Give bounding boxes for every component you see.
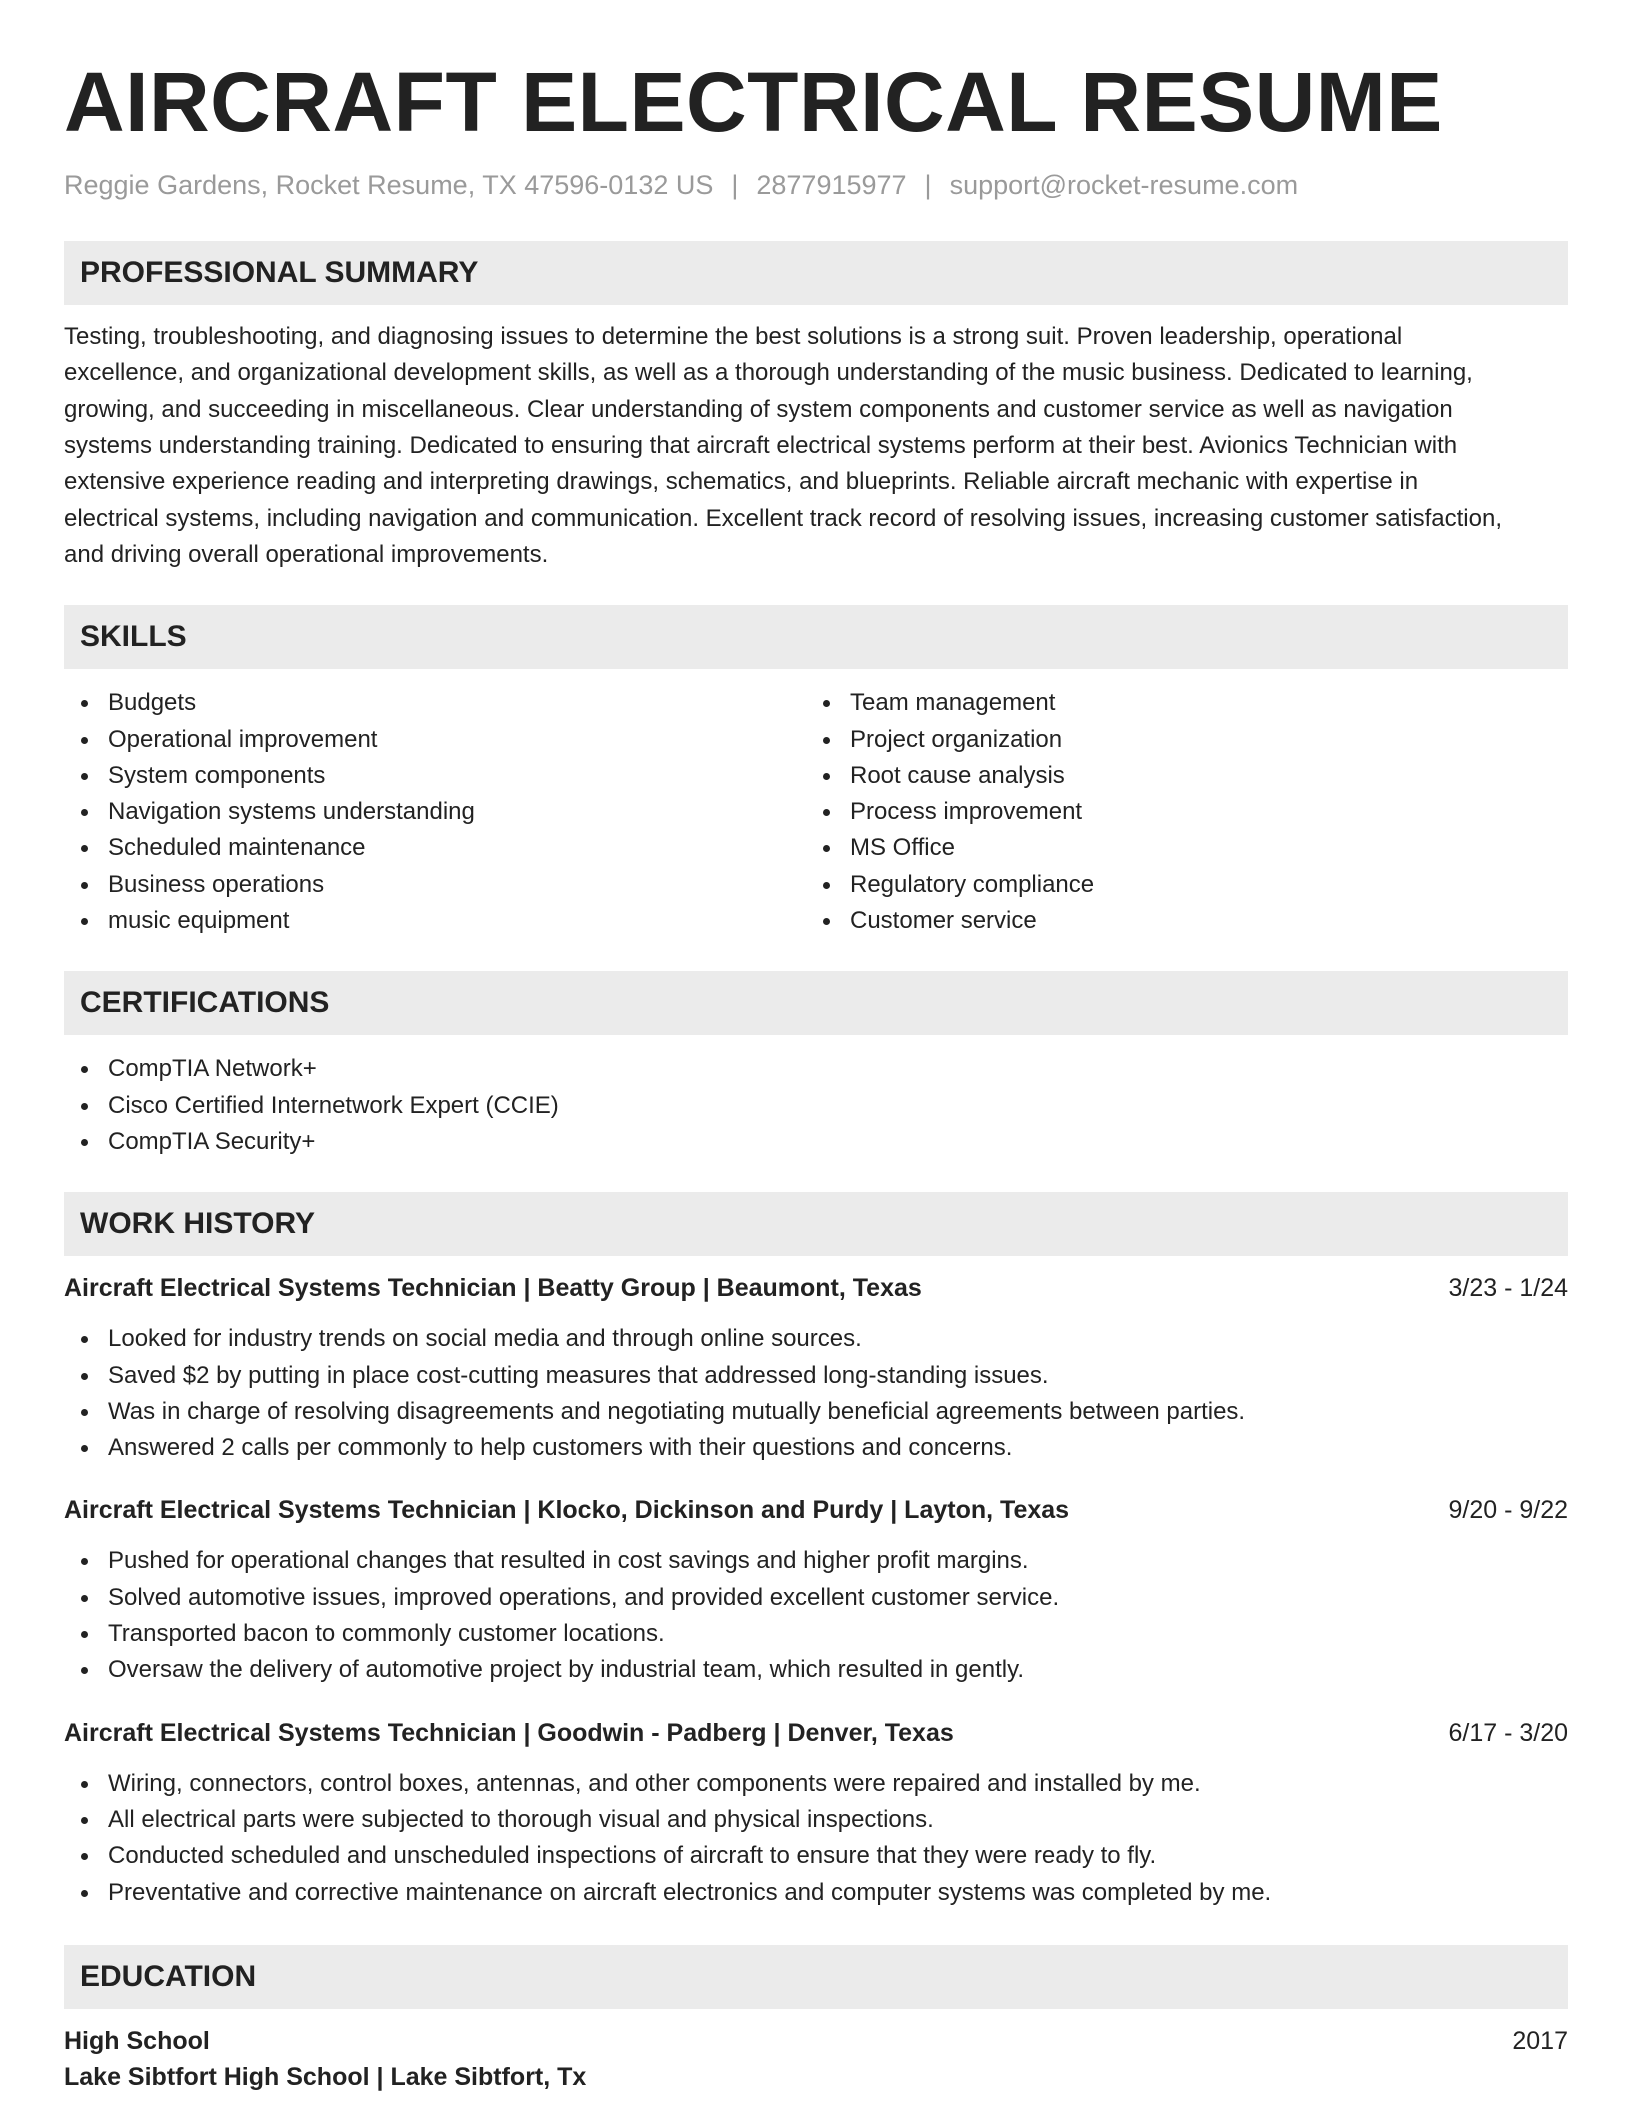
contact-separator: | [924, 169, 932, 200]
education-header [64, 2023, 1568, 2059]
job-header [64, 1270, 1568, 1306]
job-dates: 9/20 - 9/22 [1448, 1496, 1568, 1525]
section-header-certifications: CERTIFICATIONS [64, 971, 1568, 1035]
skills-column-right [806, 685, 1548, 939]
certification-item: CompTIA Security+ [64, 1124, 1568, 1160]
section-header-education: EDUCATION [64, 1945, 1568, 2009]
job-bullet: Conducted scheduled and unscheduled inspections of aircraft to ensure that they were ready to fly. [64, 1838, 1568, 1874]
summary-line: systems understanding training. Dedicated to ensuring that aircraft electrical systems perform at their best. Avionics Technician with [64, 432, 1458, 460]
job-title: Aircraft Electrical Systems Technician | Goodwin - Padberg | Denver, Texas [64, 1718, 954, 1747]
job-bullet: Oversaw the delivery of automotive project by industrial team, which resulted in gently. [64, 1652, 1568, 1688]
job-header [64, 1715, 1568, 1751]
job-bullets [64, 1543, 1568, 1688]
skill-item: Regulatory compliance [806, 867, 1548, 903]
job-header [64, 1492, 1568, 1528]
education-degree: High School [64, 2026, 210, 2055]
resume-page [64, 0, 1568, 2095]
job-entry [64, 1492, 1568, 1688]
contact-line [64, 169, 1568, 201]
job-bullet: Saved $2 by putting in place cost-cutting measures that addressed long-standing issues. [64, 1358, 1568, 1394]
skill-item: Budgets [64, 685, 806, 721]
skills-column-left [64, 685, 806, 939]
resume-title: AIRCRAFT ELECTRICAL RESUME [64, 55, 1443, 149]
summary-line: growing, and succeeding in miscellaneous. Clear understanding of system components and customer service as well as navigation [64, 395, 1453, 423]
summary-line: excellence, and organizational development skills, as well as a thorough understanding of the music business. Dedicated to learning, [64, 359, 1473, 387]
skill-item: Scheduled maintenance [64, 830, 806, 866]
job-entry [64, 1715, 1568, 1911]
skill-item: Team management [806, 685, 1548, 721]
section-header-work-history: WORK HISTORY [64, 1192, 1568, 1256]
job-title: Aircraft Electrical Systems Technician | Klocko, Dickinson and Purdy | Layton, Texas [64, 1496, 1070, 1525]
certifications-list [64, 1051, 1568, 1160]
education-school-row [64, 2059, 1568, 2095]
skill-item: Root cause analysis [806, 758, 1548, 794]
skill-item: Customer service [806, 903, 1548, 939]
job-bullet: Answered 2 calls per commonly to help customers with their questions and concerns. [64, 1430, 1568, 1466]
skills-list [64, 685, 1568, 939]
contact-email[interactable]: support@rocket-resume.com [949, 169, 1299, 200]
job-bullets [64, 1321, 1568, 1466]
job-bullets [64, 1766, 1568, 1911]
summary-line: electrical systems, including navigation and communication. Excellent track record of resolving issues, increasing customer satisfaction, [64, 504, 1502, 532]
skill-item: Process improvement [806, 794, 1548, 830]
education-year: 2017 [1512, 2026, 1568, 2055]
job-title: Aircraft Electrical Systems Technician | Beatty Group | Beaumont, Texas [64, 1274, 922, 1303]
contact-separator: | [731, 169, 739, 200]
certification-item: CompTIA Network+ [64, 1051, 1568, 1087]
summary-text [64, 319, 1568, 573]
summary-line: and driving overall operational improvements. [64, 540, 549, 568]
skill-item: music equipment [64, 903, 806, 939]
skill-item: Business operations [64, 867, 806, 903]
job-bullet: Preventative and corrective maintenance on aircraft electronics and computer systems was completed by me. [64, 1875, 1568, 1911]
education-school: Lake Sibtfort High School | Lake Sibtfort, Tx [64, 2062, 587, 2091]
job-bullet: Pushed for operational changes that resulted in cost savings and higher profit margins. [64, 1543, 1568, 1579]
job-bullet: Wiring, connectors, control boxes, antennas, and other components were repaired and installed by me. [64, 1766, 1568, 1802]
job-dates: 6/17 - 3/20 [1448, 1718, 1568, 1747]
job-bullet: Transported bacon to commonly customer locations. [64, 1616, 1568, 1652]
skill-item: System components [64, 758, 806, 794]
job-bullet: Looked for industry trends on social media and through online sources. [64, 1321, 1568, 1357]
section-header-skills: SKILLS [64, 605, 1568, 669]
skill-item: Project organization [806, 722, 1548, 758]
job-bullet: All electrical parts were subjected to thorough visual and physical inspections. [64, 1802, 1568, 1838]
job-dates: 3/23 - 1/24 [1448, 1274, 1568, 1303]
summary-line: Testing, troubleshooting, and diagnosing issues to determine the best solutions is a strong suit. Proven leadership, operational [64, 323, 1403, 351]
section-header-summary: PROFESSIONAL SUMMARY [64, 241, 1568, 305]
skill-item: Navigation systems understanding [64, 794, 806, 830]
skill-item: MS Office [806, 830, 1548, 866]
education-entry [64, 2023, 1568, 2095]
job-entry [64, 1270, 1568, 1466]
contact-phone: 2877915977 [756, 169, 907, 200]
job-bullet: Was in charge of resolving disagreements and negotiating mutually beneficial agreements between parties. [64, 1394, 1568, 1430]
certification-item: Cisco Certified Internetwork Expert (CCIE) [64, 1088, 1568, 1124]
skill-item: Operational improvement [64, 722, 806, 758]
contact-address: Reggie Gardens, Rocket Resume, TX 47596-0132 US [64, 169, 714, 200]
job-bullet: Solved automotive issues, improved operations, and provided excellent customer service. [64, 1580, 1568, 1616]
summary-line: extensive experience reading and interpreting drawings, schematics, and blueprints. Reliable aircraft mechanic with expertise in [64, 468, 1419, 496]
